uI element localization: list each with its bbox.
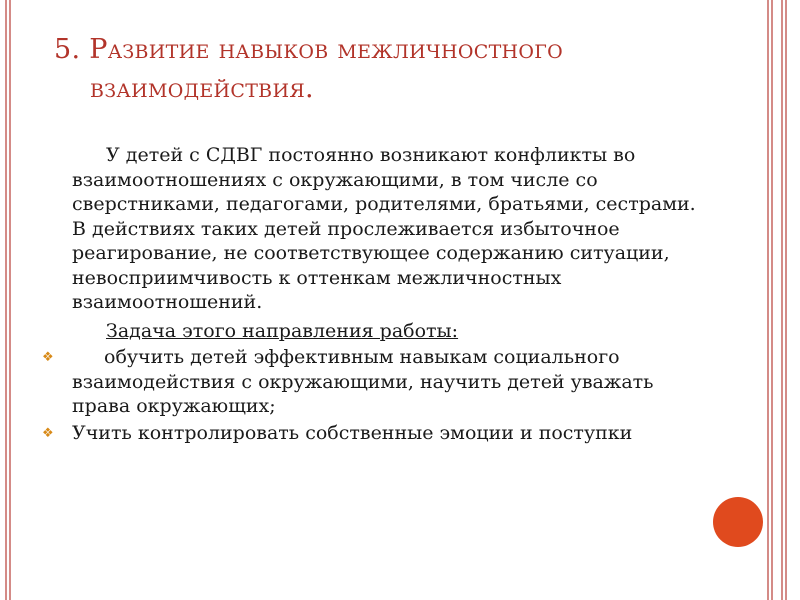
right-border-line — [771, 0, 773, 600]
list-item-text: Учить контролировать собственные эмоции и поступки — [72, 421, 633, 444]
right-border-line — [785, 0, 787, 600]
list-item-text: обучить детей эффективным навыкам социального взаимодействия с окружающими, научить детей уважать права окружающих; — [72, 346, 654, 417]
decorative-circle — [713, 497, 763, 547]
title-line-1: 5. Развитие навыков межличностного — [54, 34, 564, 65]
diamond-bullet-icon: ❖ — [42, 350, 54, 365]
bullet-list — [42, 345, 712, 447]
slide-body — [72, 143, 712, 343]
list-item — [42, 421, 712, 446]
list-item — [42, 345, 712, 419]
left-border-line — [9, 0, 11, 600]
task-label: Задача этого направления работы: — [106, 319, 459, 342]
left-border-line — [5, 0, 7, 600]
body-paragraph: У детей с СДВГ постоянно возникают конфликты во взаимоотношениях с окружающими, в том числе со сверстниками, педагогами, родителями, братьями, сестрами. В действиях таких детей прослеживается избыточное реагирование, не соответствующее содержанию ситуации, невосприимчивость к оттенкам межличностных взаимоотношений. — [72, 144, 696, 313]
diamond-bullet-icon: ❖ — [42, 425, 54, 441]
right-border-line — [781, 0, 783, 600]
task-heading — [72, 319, 712, 344]
slide-title — [54, 36, 694, 102]
title-line-2: взаимодействия. — [90, 73, 314, 104]
right-border-line — [767, 0, 769, 600]
